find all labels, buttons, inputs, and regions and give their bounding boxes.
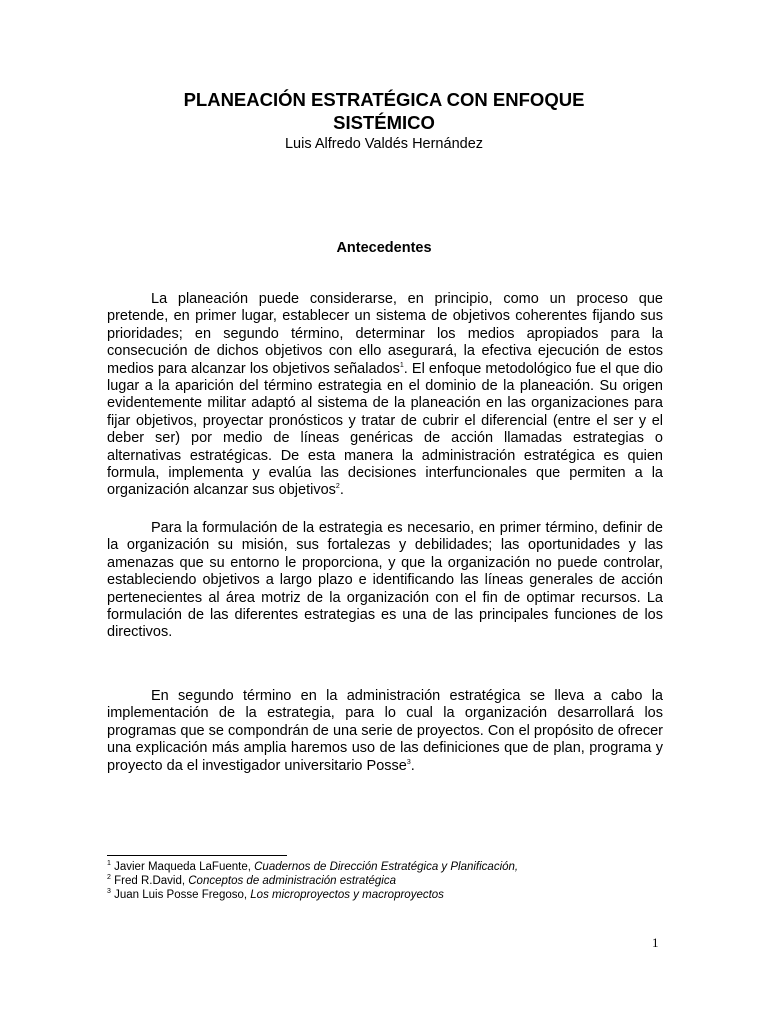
paragraph-3 <box>107 688 663 775</box>
footnote-3 <box>107 888 663 902</box>
title-line-2: SISTÉMICO <box>333 112 435 133</box>
footnote-author: Javier Maqueda LaFuente, <box>114 861 251 873</box>
footnote-work: Los microproyectos y macroproyectos <box>250 889 444 901</box>
paragraph-1-part-c: . <box>339 482 344 499</box>
footnote-1 <box>107 860 663 874</box>
footnote-separator <box>107 855 287 856</box>
footnote-work: Conceptos de administración estratégica <box>188 875 397 887</box>
footnote-author: Fred R.David, <box>114 875 186 887</box>
paragraph-1-part-a: La planeación puede considerarse, en principio, como un proceso que pretende, en primer lugar, establecer un sistema de objetivos coherentes fijando sus prioridades; en segundo término, determinar los medios apropiados para la consecución de dichos objetivos con ello asegurará, la efectiva ejecución de estos medios para alcanzar los objetivos señalados <box>107 291 663 377</box>
footnote-ref-1: 1 <box>399 361 404 369</box>
footnote-ref-2: 2 <box>335 483 340 491</box>
footnote-2 <box>107 874 663 888</box>
footnote-number: 1 <box>107 860 111 868</box>
paragraph-1-part-b: . El enfoque metodológico fue el que dio lugar a la aparición del término estrategia en el dominio de la planeación. Su origen evidentemente militar adaptó al sistema de la planeación en las organizaciones para fijar objetivos, proyectar pronósticos y tratar de cubrir el diferencial (entre el ser y el deber ser) por medio de líneas genéricas de acción llamadas estrategias o alternativas estratégicas. De esta manera la administración estratégica es quien formula, implementa y evalúa las decisiones interfuncionales que permiten a la organización alcanzar sus objetivos <box>107 360 663 499</box>
author-name: Luis Alfredo Valdés Hernández <box>284 136 484 152</box>
paragraph-3-part-b: . <box>410 757 415 774</box>
footnote-ref-3: 3 <box>406 758 411 766</box>
page-number: 1 <box>652 935 659 950</box>
section-heading: Antecedentes <box>336 240 432 256</box>
footnote-author: Juan Luis Posse Fregoso, <box>114 889 248 901</box>
paragraph-2: Para la formulación de la estrategia es necesario, en primer término, definir de la organización su misión, sus fortalezas y debilidades; las oportunidades y las amenazas que su entorno le proporciona, y que la organización no puede controlar, estableciendo objetivos a largo plazo e identificando las líneas generales de acción pertenecientes al área motriz de la organización con el fin de optimar recursos. La formulación de las diferentes estrategias es una de las principales funciones de los directivos. <box>107 520 663 641</box>
title-line-1: PLANEACIÓN ESTRATÉGICA CON ENFOQUE <box>183 89 585 110</box>
document-title <box>100 88 668 134</box>
footnote-number: 3 <box>107 888 111 896</box>
paragraph-3-part-a: En segundo término en la administración estratégica se lleva a cabo la implementación de la estrategia, para lo cual la organización desarrollará los programas que se compondrán de una serie de proyectos. Con el propósito de ofrecer una explicación más amplia haremos uso de las definiciones que de plan, programa y proyecto da el investigador universitario Posse <box>107 688 663 774</box>
footnotes <box>107 860 663 902</box>
footnote-number: 2 <box>107 874 111 882</box>
footnote-work: Cuadernos de Dirección Estratégica y Planificación, <box>254 861 519 873</box>
paragraph-1 <box>107 291 663 500</box>
